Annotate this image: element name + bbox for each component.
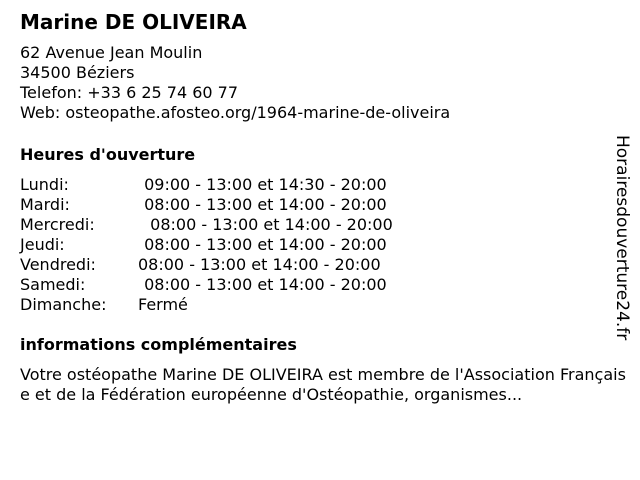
day-hours: Fermé [138, 295, 188, 314]
day-hours: 09:00 - 13:00 et 14:30 - 20:00 [139, 175, 387, 194]
business-name: Marine DE OLIVEIRA [20, 10, 247, 34]
additional-info-text: Votre ostéopathe Marine DE OLIVEIRA est membre de l'Association Française et de la Fédération européenne d'Ostéopathie, organismes... [20, 365, 626, 404]
address-city: 34500 Béziers [20, 63, 135, 82]
day-label: Dimanche: [20, 295, 107, 314]
website-link[interactable]: Web: osteopathe.afosteo.org/1964-marine-de-oliveira [20, 103, 451, 122]
business-contact [20, 43, 450, 123]
day-label: Vendredi: [20, 255, 96, 274]
day-label: Mercredi: [20, 215, 95, 234]
opening-hours-heading: Heures d'ouverture [20, 145, 196, 164]
day-hours: 08:00 - 13:00 et 14:00 - 20:00 [139, 275, 387, 294]
day-hours: 08:00 - 13:00 et 14:00 - 20:00 [138, 255, 381, 274]
additional-info-heading: informations complémentaires [20, 335, 297, 354]
day-hours: 08:00 - 13:00 et 14:00 - 20:00 [140, 215, 393, 234]
day-label: Mardi: [20, 195, 70, 214]
day-label: Jeudi: [20, 235, 65, 254]
site-watermark: Horairesdouverture24.fr [612, 135, 632, 341]
day-hours: 08:00 - 13:00 et 14:00 - 20:00 [139, 195, 387, 214]
day-label: Samedi: [20, 275, 86, 294]
day-hours: 08:00 - 13:00 et 14:00 - 20:00 [139, 235, 387, 254]
address-street: 62 Avenue Jean Moulin [20, 43, 203, 62]
day-label: Lundi: [20, 175, 69, 194]
phone-number: Telefon: +33 6 25 74 60 77 [20, 83, 239, 102]
